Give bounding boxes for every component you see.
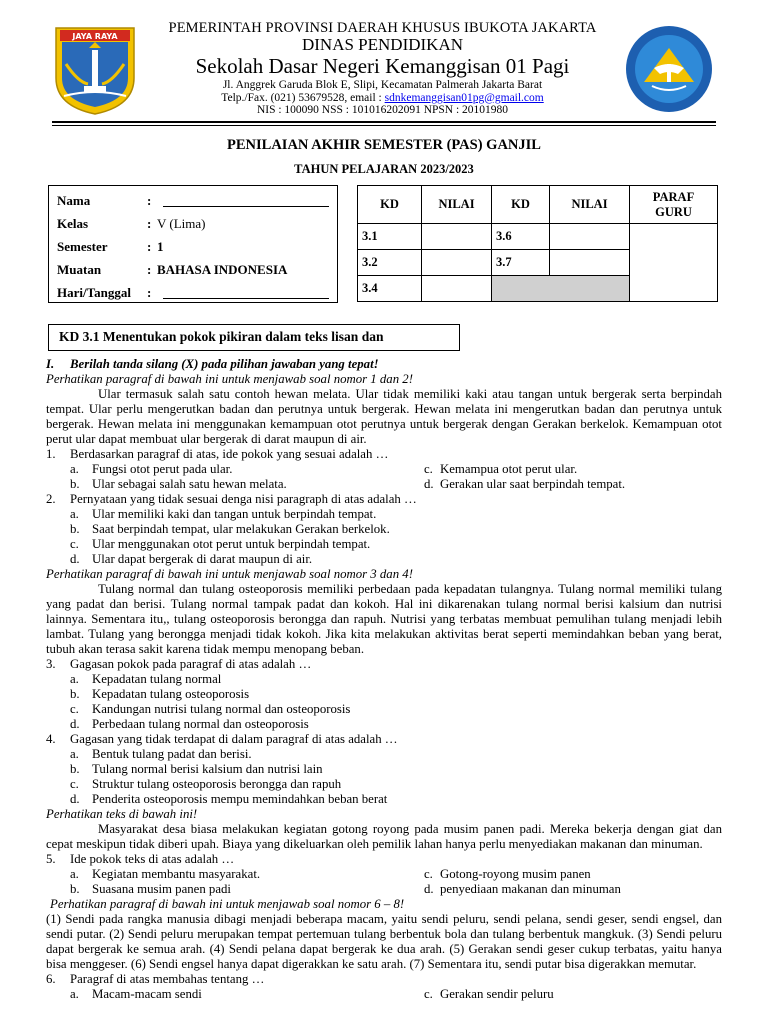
- paraf-guru-header: PARAF GURU: [630, 186, 718, 224]
- academic-year: TAHUN PELAJARAN 2023/2023: [294, 162, 474, 176]
- question-5: [46, 852, 722, 867]
- option-text[interactable]: Gerakan ular saat berpindah tempat.: [440, 477, 626, 491]
- question-text: Ide pokok teks di atas adalah …: [70, 852, 235, 866]
- option-text: Ular dapat bergerak di darat maupun di air.: [92, 552, 313, 566]
- letterhead: [0, 0, 768, 124]
- option-letter: b.: [70, 762, 80, 776]
- phone-text: Telp./Fax. (021) 53679528, email :: [221, 91, 382, 104]
- question-4: [46, 732, 722, 747]
- option[interactable]: [46, 792, 722, 807]
- option-text: Tulang normal berisi kalsium dan nutrisi lain: [92, 762, 323, 776]
- option-letter[interactable]: a.: [70, 987, 79, 1001]
- grade-table: [357, 185, 718, 302]
- colon: :: [147, 239, 152, 254]
- option-letter[interactable]: c.: [424, 987, 433, 1001]
- semester-row: [57, 237, 337, 260]
- option[interactable]: [46, 507, 722, 522]
- kd-title-box: KD 3.1 Menentukan pokok pikiran dalam teks lisan dan: [48, 324, 460, 351]
- question-text: Paragraf di atas membahas tentang …: [70, 972, 265, 986]
- date-row: [57, 283, 337, 306]
- address-line: Jl. Anggrek Garuda Blok E, Slipi, Kecamatan Palmerah Jakarta Barat: [222, 79, 543, 91]
- option-letter: d.: [70, 717, 80, 731]
- instruction-number: I.: [46, 357, 55, 371]
- colon: :: [147, 193, 152, 208]
- date-label: Hari/Tanggal: [57, 285, 131, 300]
- name-blank[interactable]: [163, 206, 329, 207]
- option-text[interactable]: Suasana musim panen padi: [92, 882, 231, 896]
- instruction-text: Berilah tanda silang (X) pada pilihan jawaban yang tepat!: [70, 357, 379, 371]
- semester-label: Semester: [57, 239, 108, 254]
- svg-text:JAYA RAYA: JAYA RAYA: [72, 32, 118, 41]
- option-text: Kepadatan tulang normal: [92, 672, 222, 686]
- option-letter[interactable]: a.: [70, 462, 79, 476]
- option-text: Ular memiliki kaki dan tangan untuk berpindah tempat.: [92, 507, 377, 521]
- option-letter: b.: [70, 522, 80, 536]
- kd-header: KD: [358, 186, 422, 224]
- options-row: [46, 987, 722, 1002]
- email-link[interactable]: sdnkemanggisan01pg@gmail.com: [384, 91, 544, 104]
- reading-paragraph: Ular termasuk salah satu contoh hewan melata. Ular tidak memiliki kaki atau tangan untuk bergerak serta berpindah tempat. Ular perlu mengerutkan badan dan perutnya untuk bergerak. Hewan melata ini mengerutkan badan dan perutnya untuk bergerak. Hewan melata ini menggunakan kemampuan otot perutnya untuk bergerak dengan Gerakan berkelok. Kemampuan otot perut ular dapat membuat ular bergerak di darat maupun di air.: [46, 387, 722, 446]
- option-text: Kepadatan tulang osteoporosis: [92, 687, 250, 701]
- option-letter: d.: [70, 552, 80, 566]
- grade-row: [358, 224, 718, 250]
- question-text: Berdasarkan paragraf di atas, ide pokok yang sesuai adalah …: [70, 447, 389, 461]
- option[interactable]: [46, 552, 722, 567]
- colon: :: [147, 285, 152, 300]
- options-row: [46, 867, 722, 882]
- option[interactable]: [46, 522, 722, 537]
- name-label: Nama: [57, 193, 91, 208]
- option-letter[interactable]: c.: [424, 867, 433, 881]
- class-value: V (Lima): [157, 216, 206, 231]
- question-number: 4.: [46, 732, 56, 746]
- kd-cell: 3.4: [358, 276, 422, 302]
- nilai-cell[interactable]: [550, 224, 630, 250]
- option-text: Saat berpindah tempat, ular melakukan Gerakan berkelok.: [92, 522, 390, 536]
- letterhead-rule-thick: [52, 121, 716, 123]
- question-text: Gagasan yang tidak terdapat di dalam paragraf di atas adalah …: [70, 732, 398, 746]
- option[interactable]: [46, 537, 722, 552]
- option-letter: c.: [70, 777, 79, 791]
- department-line: DINAS PENDIDIKAN: [301, 35, 464, 54]
- question-number: 2.: [46, 492, 56, 506]
- option[interactable]: [46, 762, 722, 777]
- option-text: Kandungan nutrisi tulang normal dan osteoporosis: [92, 702, 351, 716]
- nilai-cell[interactable]: [422, 276, 492, 302]
- option-text[interactable]: Macam-macam sendi: [92, 987, 202, 1001]
- exam-title: PENILAIAN AKHIR SEMESTER (PAS) GANJIL: [227, 137, 541, 153]
- school-name: Sekolah Dasar Negeri Kemanggisan 01 Pagi: [195, 54, 570, 78]
- semester-value: 1: [157, 239, 164, 254]
- subject-value: BAHASA INDONESIA: [157, 262, 288, 277]
- option-letter: a.: [70, 507, 79, 521]
- instruction: [46, 357, 722, 372]
- option-text[interactable]: Fungsi otot perut pada ular.: [92, 462, 233, 476]
- option-letter[interactable]: b.: [70, 882, 80, 896]
- paraf-cell[interactable]: [630, 224, 718, 302]
- options-row: [46, 477, 722, 492]
- letterhead-text: [140, 20, 625, 117]
- option-letter[interactable]: c.: [424, 462, 433, 476]
- reading-paragraph: Tulang normal dan tulang osteoporosis memiliki perbedaan pada kepadatan tulangnya. Tulang normal memiliki tulang yang padat dan berisi. Tulang normal tampak padat dan kokoh. Hal ini dikarenakan tulang normal berisi kalsium dan nutrisi lainnya. Sementara itu,, tulang osteoporosis berongga dan rapuh. Nutrisi yang terbatas membuat pemulihan tulang menjadi lebih lambat. Tulang yang berongga menjadi tidak kokoh. Jika kita melakukan aktivitas berat seperti memindahkan beban yang berat, tubuh akan terasa sakit karena tidak mempu menopang beban.: [46, 582, 722, 656]
- colon: :: [147, 216, 152, 231]
- option-letter: c.: [70, 537, 79, 551]
- option-text: Ular menggunakan otot perut untuk berpindah tempat.: [92, 537, 371, 551]
- reading-note: Perhatikan teks di bawah ini!: [46, 807, 198, 821]
- option-letter[interactable]: a.: [70, 867, 79, 881]
- option-text[interactable]: penyediaan makanan dan minuman: [440, 882, 621, 896]
- option-text[interactable]: Gerakan sendir peluru: [440, 987, 554, 1001]
- option-text: Penderita osteoporosis mempu memindahkan beban berat: [92, 792, 388, 806]
- nilai-cell[interactable]: [550, 250, 630, 276]
- option-text: Perbedaan tulang normal dan osteoporosis: [92, 717, 309, 731]
- kd-header: KD: [492, 186, 550, 224]
- option[interactable]: [46, 777, 722, 792]
- options-row: [46, 882, 722, 897]
- name-row: [57, 191, 337, 214]
- jakarta-emblem-icon: [52, 24, 138, 116]
- question-number: 1.: [46, 447, 56, 461]
- contact-line: [140, 92, 625, 105]
- options-row: [46, 462, 722, 477]
- option-letter[interactable]: d.: [424, 882, 434, 896]
- option[interactable]: [46, 717, 722, 732]
- question-3: [46, 657, 722, 672]
- letterhead-rule-thin: [52, 125, 716, 126]
- option[interactable]: [46, 747, 722, 762]
- question-text: Gagasan pokok pada paragraf di atas adalah …: [70, 657, 312, 671]
- option-letter: b.: [70, 687, 80, 701]
- date-blank[interactable]: [163, 298, 329, 299]
- grade-table-header: [358, 186, 718, 224]
- class-row: [57, 214, 337, 237]
- question-2: [46, 492, 722, 507]
- kd-cell: 3.1: [358, 224, 422, 250]
- colon: :: [147, 262, 152, 277]
- kd-cell: 3.2: [358, 250, 422, 276]
- reading-note: Perhatikan paragraf di bawah ini untuk menjawab soal nomor 6 – 8!: [50, 897, 405, 911]
- reading-note: Perhatikan paragraf di bawah ini untuk menjawab soal nomor 3 dan 4!: [46, 567, 413, 581]
- option-text: Bentuk tulang padat dan berisi.: [92, 747, 252, 761]
- option-text[interactable]: Gotong-royong musim panen: [440, 867, 591, 881]
- shaded-cell: [492, 276, 630, 302]
- question-number: 6.: [46, 972, 56, 986]
- nilai-header: NILAI: [550, 186, 630, 224]
- option-text[interactable]: Kegiatan membantu masyarakat.: [92, 867, 261, 881]
- subject-row: [57, 260, 337, 283]
- question-text: Pernyataan yang tidak sesuai denga nisi paragraph di atas adalah …: [70, 492, 417, 506]
- option-letter: d.: [70, 792, 80, 806]
- student-identity-box: [48, 185, 338, 303]
- question-1: [46, 447, 722, 462]
- option-letter[interactable]: b.: [70, 477, 80, 491]
- reading-paragraph: Masyarakat desa biasa melakukan kegiatan gotong royong pada musim panen padi. Mereka bekerja dengan giat dan cepat meskipun tidak diberi upah. Biaya yang dikeluarkan oleh pemilik lahan hanya perlu menyediakan makanan dan minuman.: [46, 822, 722, 851]
- subject-label: Muatan: [57, 262, 102, 277]
- option-text[interactable]: Kemampua otot perut ular.: [440, 462, 578, 476]
- govt-line: PEMERINTAH PROVINSI DAERAH KHUSUS IBUKOTA JAKARTA: [168, 20, 597, 36]
- option-letter: a.: [70, 747, 79, 761]
- kd-cell: 3.7: [492, 250, 550, 276]
- option[interactable]: [46, 672, 722, 687]
- reading-note: Perhatikan paragraf di bawah ini untuk menjawab soal nomor 1 dan 2!: [46, 372, 413, 386]
- option[interactable]: [46, 702, 722, 717]
- question-number: 5.: [46, 852, 56, 866]
- nilai-cell[interactable]: [422, 250, 492, 276]
- class-label: Kelas: [57, 216, 89, 231]
- question-6: [46, 972, 722, 987]
- option-text[interactable]: Ular sebagai salah satu hewan melata.: [92, 477, 287, 491]
- question-number: 3.: [46, 657, 56, 671]
- school-ids-line: NIS : 100090 NSS : 101016202091 NPSN : 20101980: [256, 104, 509, 116]
- kd-cell: 3.6: [492, 224, 550, 250]
- nilai-cell[interactable]: [422, 224, 492, 250]
- option[interactable]: [46, 687, 722, 702]
- option-letter[interactable]: d.: [424, 477, 434, 491]
- reading-paragraph: (1) Sendi pada rangka manusia dibagi menjadi beberapa macam, yaitu sendi peluru, sendi pelana, sendi geser, sendi engsel, dan sendi putar. (2) Sendi peluru merupakan tempat pertemuan tulang berbentuk bola dan tulang berbentuk mangkuk. (3) Sendi peluru dapat bergerak ke semua arah. (4) Sendi pelana dapat bergerak ke dua arah. (5) Gerakan sendi geser cukup terbatas, yaitu hanya bisa menggeser. (6) Sendi engsel hanya dapat digerakkan ke satu arah. (7) Sementara itu, sendi putar bisa digerakkan memutar.: [46, 912, 722, 971]
- option-letter: c.: [70, 702, 79, 716]
- option-text: Struktur tulang osteoporosis berongga dan rapuh: [92, 777, 342, 791]
- nilai-header: NILAI: [422, 186, 492, 224]
- tut-wuri-handayani-icon: [624, 24, 714, 114]
- exam-body: [46, 357, 722, 1002]
- option-letter: a.: [70, 672, 79, 686]
